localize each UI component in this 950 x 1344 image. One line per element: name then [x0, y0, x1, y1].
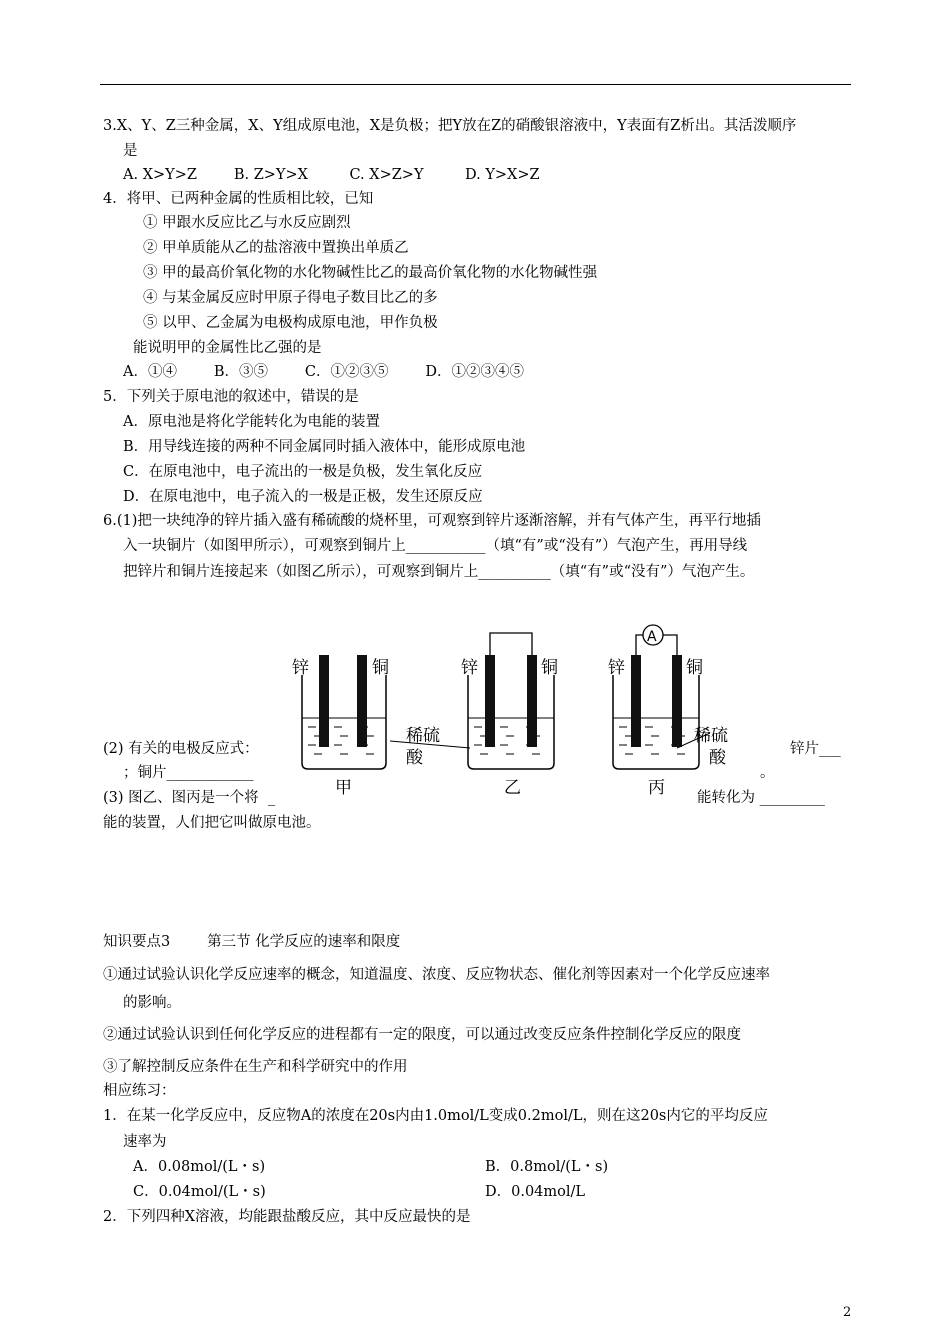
galvanic-cell-figure: [280, 615, 730, 805]
ex1-option-a: A．0.08mol/(L・s): [133, 1159, 266, 1175]
q5-option-d: D．在原电池中，电子流入的一极是正极，发生还原反应: [123, 489, 483, 505]
q6-part2-right: 锌片___: [790, 741, 841, 757]
q6-part3-line2: 能的装置，人们把它叫做原电池。: [103, 815, 321, 831]
q6-part2-line2: ；铜片____________: [123, 765, 254, 781]
q4-item: ② 甲单质能从乙的盐溶液中置换出单质乙: [143, 240, 409, 256]
header-rule: [100, 84, 851, 85]
section-point-cont: 的影响。: [123, 995, 181, 1011]
section-heading: 知识要点3 第三节 化学反应的速率和限度: [103, 934, 401, 950]
copper-label: 铜: [372, 658, 389, 678]
q6-part1-line1: 6.(1)把一块纯净的锌片插入盛有稀硫酸的烧杯里，可观察到锌片逐渐溶解，并有气体产生，再平行地插: [103, 513, 761, 529]
caption-yi: 乙: [504, 778, 521, 798]
acid-label-line1: 稀硫: [406, 726, 440, 746]
beaker-jia: [292, 655, 389, 798]
practice-heading: 相应练习：: [103, 1083, 176, 1099]
q6-part1-line2: 入一块铜片（如图甲所示），可观察到铜片上___________（填“有”或“没有”）气泡产生，再用导线: [123, 538, 748, 554]
caption-bing: 丙: [648, 778, 665, 798]
zinc-label: 锌: [292, 658, 309, 678]
q5-option-a: A．原电池是将化学能转化为电能的装置: [123, 414, 380, 430]
zinc-electrode: [319, 655, 329, 747]
ex1-option-b: B．0.8mol/(L・s): [485, 1159, 609, 1175]
q5-option-c: C．在原电池中，电子流出的一极是负极，发生氧化反应: [123, 464, 483, 480]
page-number: 2: [843, 1305, 852, 1320]
acid-label-line2: 酸: [709, 748, 726, 768]
copper-electrode: [357, 655, 367, 747]
connecting-wire: [636, 635, 643, 655]
connecting-wire: [663, 635, 677, 655]
acid-label-line2: 酸: [406, 748, 423, 768]
q5-stem: 5．下列关于原电池的叙述中，错误的是: [103, 389, 359, 405]
q6-part3-left: (3) 图乙、图丙是一个将 _: [103, 790, 276, 806]
q6-part3-right: 能转化为 _________: [697, 790, 825, 806]
q6-part2-end: 。: [760, 765, 775, 781]
q6-part1-line3: 把锌片和铜片连接起来（如图乙所示），可观察到铜片上__________（填“有”或“没有”）气泡产生。: [123, 564, 755, 580]
ex1-stem-line2: 速率为: [123, 1134, 167, 1150]
ex1-option-d: D．0.04mol/L: [485, 1184, 586, 1200]
q4-item: ④ 与某金属反应时甲原子得电子数目比乙的多: [143, 290, 438, 306]
q4-item: ⑤ 以甲、乙金属为电极构成原电池，甲作负极: [143, 315, 438, 331]
copper-label: 铜: [686, 658, 703, 678]
q3-stem-line1: 3.X、Y、Z三种金属，X、Y组成原电池，X是负极；把Y放在Z的硝酸银溶液中，Y表面有Z析出。其活泼顺序: [103, 118, 797, 134]
beaker-yi: [390, 633, 558, 798]
beaker-bing: [608, 625, 728, 798]
acid-label-line1: 稀硫: [694, 726, 728, 746]
copper-electrode: [672, 655, 682, 747]
copper-electrode: [527, 655, 537, 747]
copper-label: 铜: [541, 658, 558, 678]
caption-jia: 甲: [335, 778, 352, 798]
q4-options: A．①④ B．③⑤ C．①②③⑤ D．①②③④⑤: [123, 364, 524, 380]
q6-part2-left: (2) 有关的电极反应式：: [103, 741, 259, 757]
ex1-stem-line1: 1．在某一化学反应中，反应物A的浓度在20s内由1.0mol/L变成0.2mol/L，则在这20s内它的平均反应: [103, 1108, 768, 1124]
section-point: ③了解控制反应条件在生产和科学研究中的作用: [103, 1059, 408, 1075]
section-point: ②通过试验认识到任何化学反应的进程都有一定的限度，可以通过改变反应条件控制化学反应的限度: [103, 1027, 741, 1043]
q4-item: ① 甲跟水反应比乙与水反应剧烈: [143, 215, 351, 231]
section-point: ①通过试验认识化学反应速率的概念，知道温度、浓度、反应物状态、催化剂等因素对一个化学反应速率: [103, 967, 770, 983]
q4-item: ③ 甲的最高价氧化物的水化物碱性比乙的最高价氧化物的水化物碱性强: [143, 265, 598, 281]
q5-option-b: B．用导线连接的两种不同金属同时插入液体中，能形成原电池: [123, 439, 526, 455]
ex1-option-c: C．0.04mol/(L・s): [133, 1184, 266, 1200]
zinc-electrode: [485, 655, 495, 747]
connecting-wire: [490, 633, 532, 655]
zinc-electrode: [631, 655, 641, 747]
q4-tail: 能说明甲的金属性比乙强的是: [133, 340, 322, 356]
zinc-label: 锌: [461, 658, 478, 678]
q4-stem: 4．将甲、已两种金属的性质相比较，已知: [103, 191, 374, 207]
ex2-stem: 2．下列四种X溶液，均能跟盐酸反应，其中反应最快的是: [103, 1209, 471, 1225]
q3-options: A. X>Y>Z B. Z>Y>X C. X>Z>Y D. Y>X>Z: [123, 167, 540, 183]
ammeter-label: A: [647, 629, 657, 645]
zinc-label: 锌: [608, 658, 625, 678]
q3-stem-line2: 是: [123, 143, 138, 159]
